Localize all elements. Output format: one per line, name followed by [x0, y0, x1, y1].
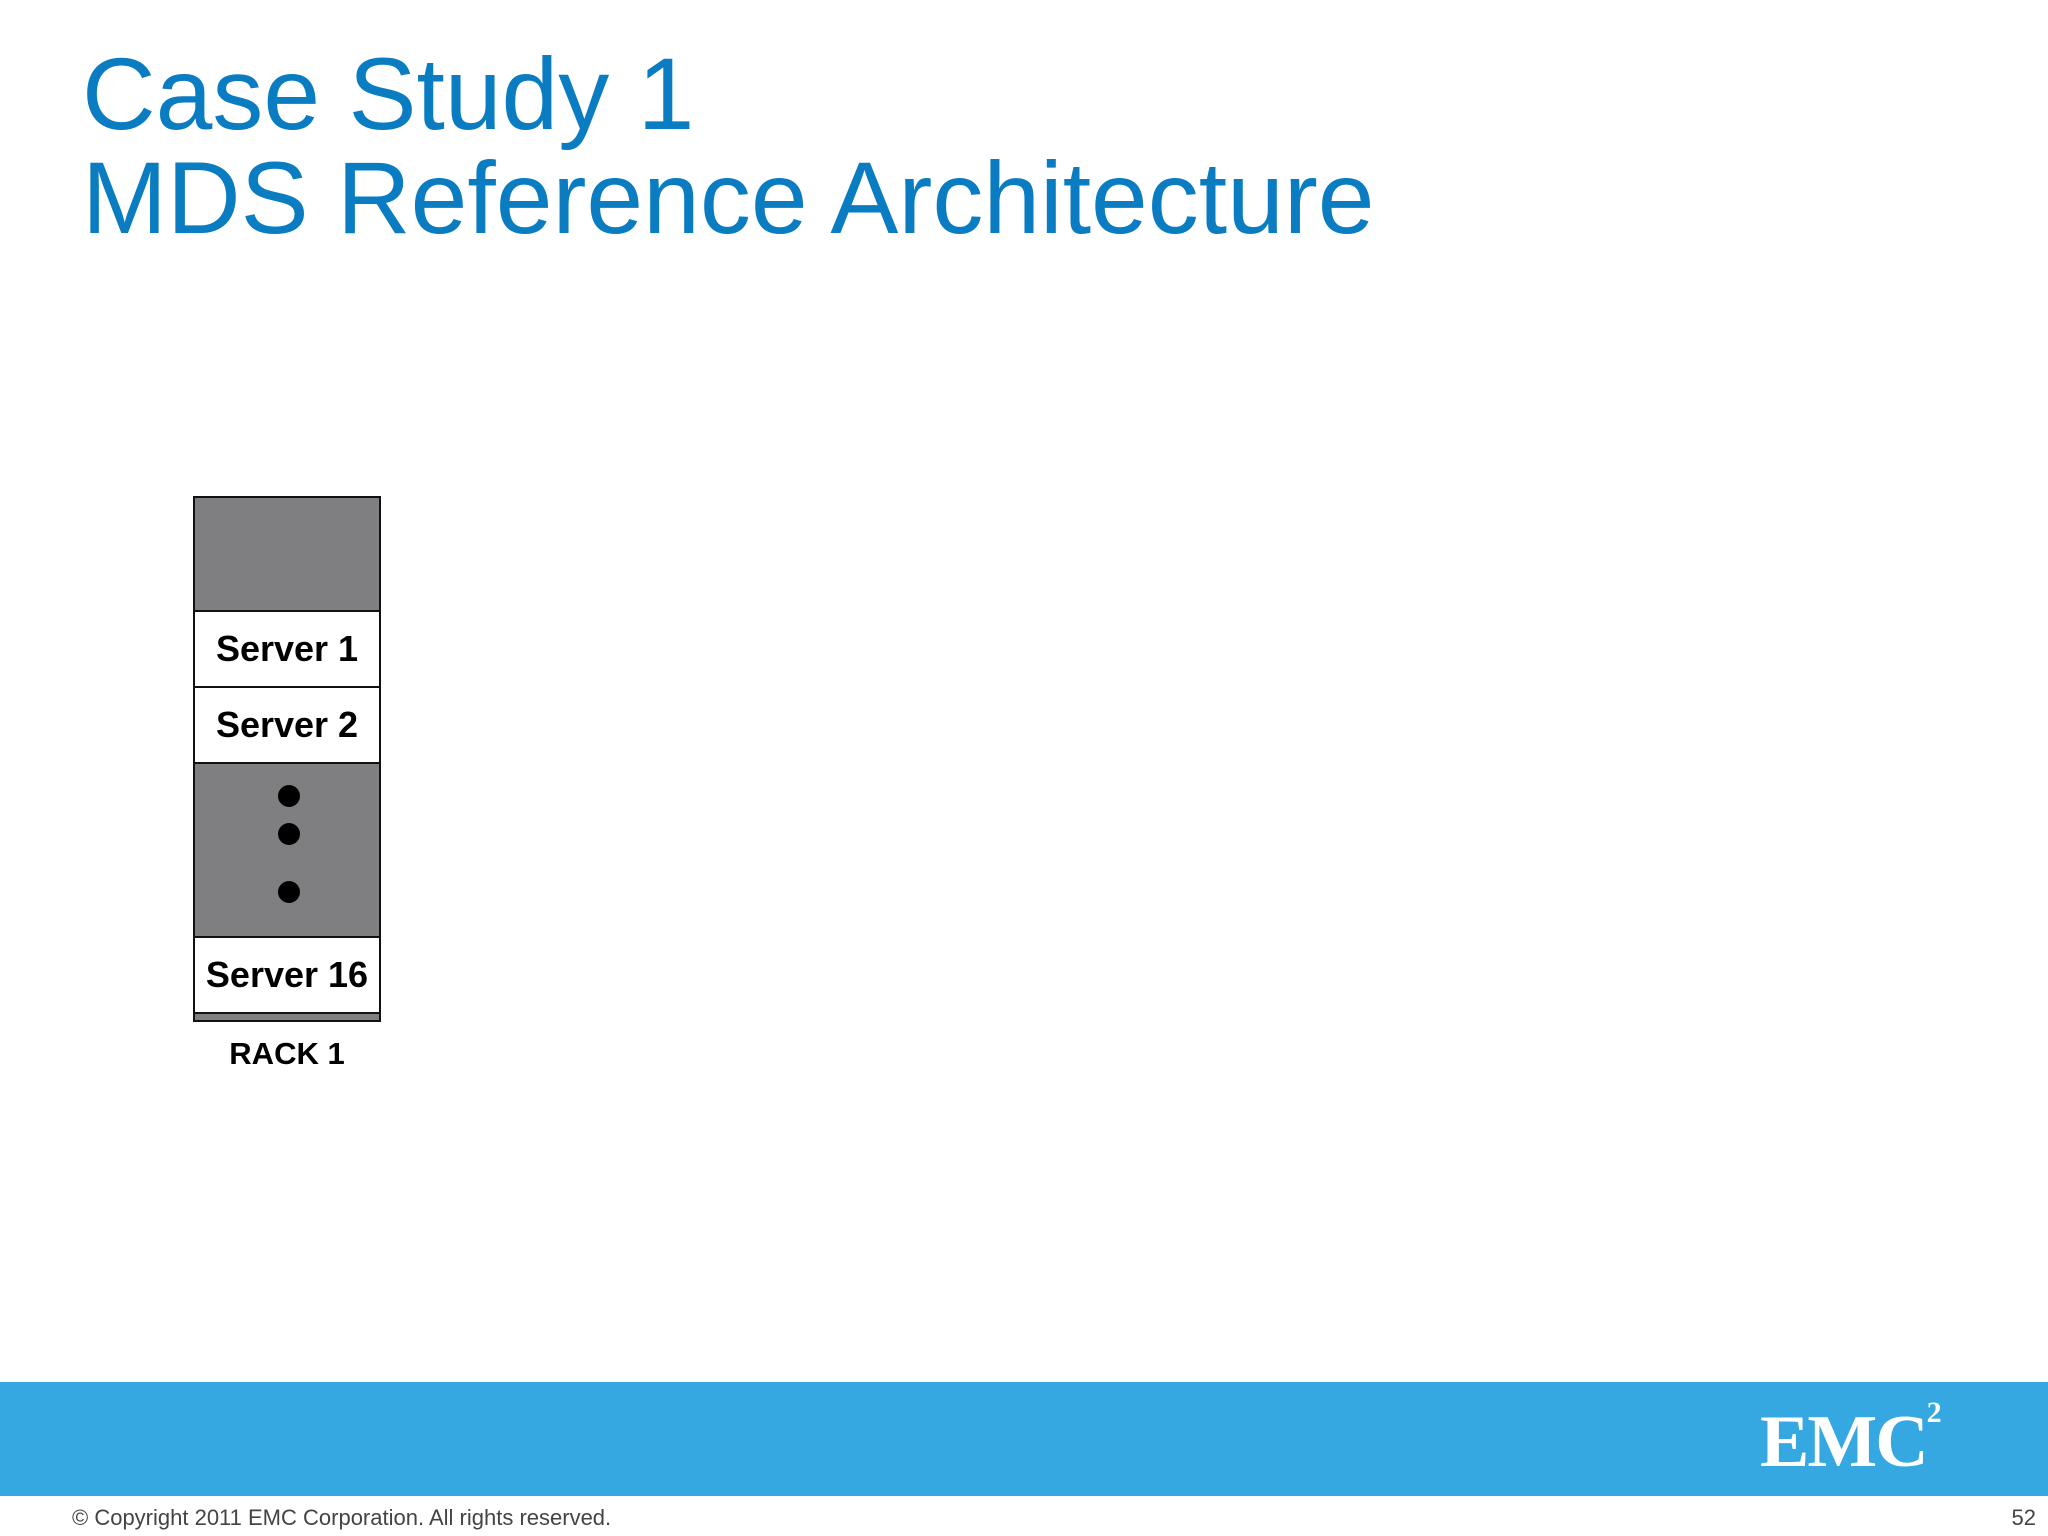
- server-slot-16: Server 16: [195, 936, 379, 1014]
- vertical-dots-icon: [278, 881, 300, 903]
- emc-logo: [1760, 1396, 1940, 1485]
- rack-diagram: [193, 496, 381, 1022]
- footer-band: [0, 1382, 2048, 1496]
- rack-label: RACK 1: [229, 1036, 345, 1071]
- server-slot-2: Server 2: [195, 686, 379, 764]
- slide-title-line-2: MDS Reference Architecture: [82, 141, 1375, 255]
- slide-title-line-1: Case Study 1: [82, 37, 695, 151]
- logo-text: EMC: [1760, 1401, 1927, 1483]
- server-slot-1: Server 1: [195, 610, 379, 688]
- copyright-notice: © Copyright 2011 EMC Corporation. All rights reserved.: [72, 1505, 612, 1530]
- vertical-dots-icon: [278, 823, 300, 845]
- vertical-dots-icon: [278, 785, 300, 807]
- page-number: 52: [2011, 1505, 2036, 1530]
- slide-title: [82, 37, 1375, 255]
- logo-superscript: 2: [1926, 1396, 1940, 1429]
